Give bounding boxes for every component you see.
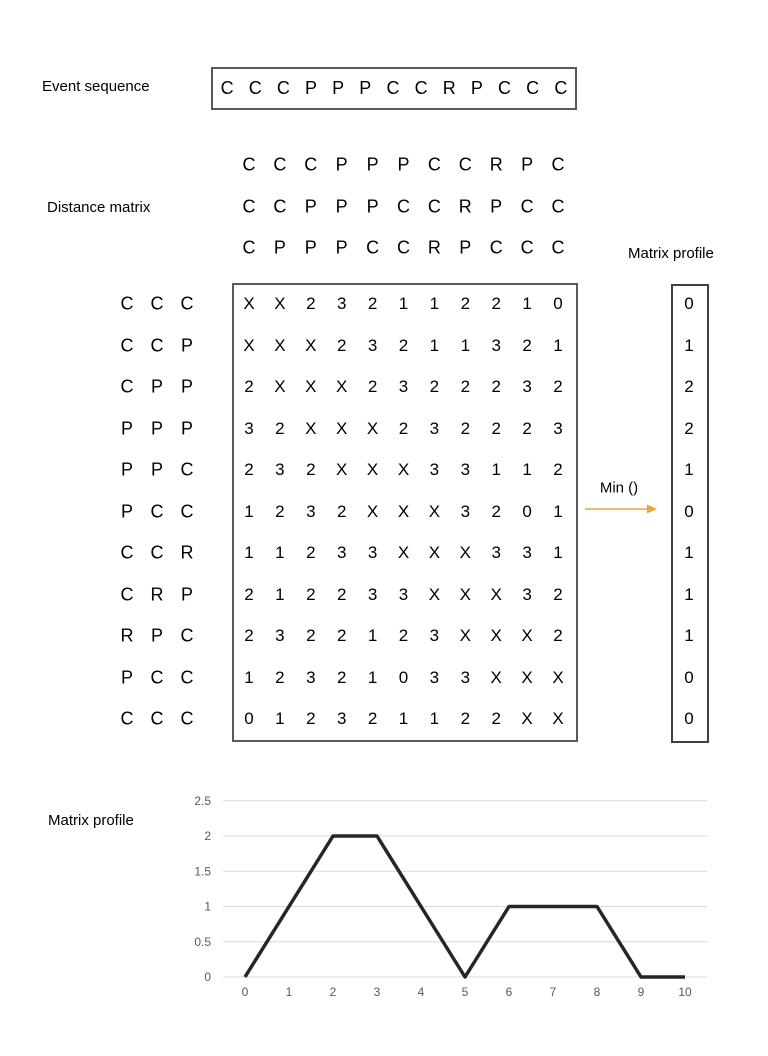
matrix-cell: 3 <box>522 377 532 396</box>
matrix-cell: X <box>305 418 317 438</box>
matrix-cell: 2 <box>460 294 471 313</box>
matrix-cell: 2 <box>460 377 471 396</box>
matrix-cell: 1 <box>429 294 440 313</box>
matrix-cell: X <box>459 584 471 604</box>
sequence-letter: C <box>248 78 262 98</box>
matrix-cell: 1 <box>553 335 563 355</box>
matrix-cell: 2 <box>244 626 254 645</box>
matrix-cell: 2 <box>491 377 501 396</box>
matrix-cell: 2 <box>336 667 347 687</box>
header-letter: P <box>335 196 348 217</box>
row-label-letter: P <box>180 335 194 355</box>
matrix-cell: 2 <box>336 501 347 521</box>
sequence-letter: R <box>442 78 456 98</box>
matrix-cell: 3 <box>398 377 409 396</box>
matrix-cell: 2 <box>553 460 563 479</box>
matrix-cell: 3 <box>244 418 254 438</box>
matrix-cell: X <box>397 543 410 562</box>
row-label-letter: C <box>150 667 164 687</box>
matrix-cell: 2 <box>306 460 316 479</box>
header-letter: P <box>459 237 472 258</box>
matrix-cell: 3 <box>336 709 347 728</box>
row-label-letter: C <box>180 667 194 687</box>
matrix-cell: 1 <box>429 335 440 355</box>
header-letter: R <box>489 154 503 175</box>
matrix-cell: 2 <box>275 418 285 438</box>
row-label-letter: C <box>120 293 134 314</box>
matrix-cell: 1 <box>275 584 285 604</box>
y-tick-label: 0 <box>204 970 211 984</box>
sequence-letter: C <box>554 78 568 98</box>
sequence-letter: P <box>359 78 372 98</box>
row-label-letter: P <box>150 459 164 480</box>
matrix-cell: 3 <box>306 667 316 687</box>
x-tick-label: 7 <box>549 985 557 999</box>
row-label-letter: C <box>150 501 164 521</box>
header-letter: C <box>242 237 256 258</box>
matrix-cell: 2 <box>367 709 378 728</box>
header-letter: C <box>273 154 287 175</box>
row-label-letter: P <box>180 584 194 604</box>
matrix-cell: X <box>552 667 564 687</box>
matrix-cell: X <box>490 626 502 645</box>
matrix-cell: 3 <box>367 335 378 355</box>
row-label-letter: C <box>150 708 164 729</box>
matrix-profile-value: 2 <box>684 377 694 396</box>
matrix-cell: 1 <box>522 294 532 313</box>
header-letter: P <box>366 196 379 217</box>
matrix-cell: 0 <box>522 501 532 521</box>
x-tick-label: 8 <box>593 985 601 999</box>
matrix-cell: X <box>521 709 533 728</box>
matrix-cell: X <box>243 294 255 313</box>
matrix-cell: 1 <box>398 294 409 313</box>
matrix-cell: 3 <box>522 584 532 604</box>
row-label-letter: C <box>150 542 164 563</box>
header-letter: C <box>520 237 534 258</box>
matrix-cell: 1 <box>367 667 378 687</box>
matrix-cell: 3 <box>429 418 440 438</box>
matrix-profile-value: 1 <box>684 626 694 645</box>
matrix-cell: 3 <box>336 294 347 313</box>
sequence-letter: C <box>526 78 540 98</box>
header-letter: P <box>304 196 317 217</box>
matrix-cell: X <box>336 377 348 396</box>
matrix-cell: 3 <box>460 501 471 521</box>
x-tick-label: 1 <box>285 985 293 999</box>
matrix-cell: 1 <box>275 543 285 562</box>
matrix-cell: 2 <box>553 626 563 645</box>
matrix-cell: 3 <box>398 584 409 604</box>
header-letter: P <box>521 154 534 175</box>
distance-matrix-label: Distance matrix <box>47 199 151 216</box>
x-tick-label: 2 <box>329 985 337 999</box>
matrix-cell: X <box>305 335 317 355</box>
matrix-cell: 0 <box>244 709 254 728</box>
matrix-cell: 1 <box>367 626 378 645</box>
matrix-cell: X <box>521 667 533 687</box>
header-letter: C <box>304 154 318 175</box>
header-letter: R <box>427 237 441 258</box>
matrix-cell: 2 <box>275 501 285 521</box>
header-letter: P <box>490 196 503 217</box>
header-letter: P <box>304 237 317 258</box>
matrix-cell: 2 <box>491 501 501 521</box>
sequence-letter: C <box>498 78 512 98</box>
header-letter: C <box>551 237 565 258</box>
matrix-cell: 2 <box>429 377 440 396</box>
matrix-cell: 3 <box>367 584 378 604</box>
chart-title: Matrix profile <box>48 812 134 829</box>
header-letter: C <box>458 154 472 175</box>
matrix-cell: X <box>366 460 379 479</box>
row-label-letter: C <box>120 376 134 397</box>
matrix-cell: 2 <box>244 377 254 396</box>
y-tick-label: 2 <box>204 829 211 843</box>
matrix-cell: 2 <box>336 584 347 604</box>
header-letter: C <box>273 196 287 217</box>
matrix-cell: 2 <box>398 418 409 438</box>
header-letter: C <box>427 196 441 217</box>
matrix-cell: 2 <box>398 626 409 645</box>
header-letter: C <box>551 154 565 175</box>
matrix-cell: 1 <box>275 709 285 728</box>
x-tick-label: 4 <box>417 985 425 999</box>
matrix-cell: 2 <box>306 709 316 728</box>
row-label-letter: C <box>120 335 134 355</box>
matrix-profile-value: 1 <box>684 460 694 479</box>
matrix-cell: 1 <box>522 460 532 479</box>
row-label-letter: R <box>120 625 134 646</box>
matrix-cell: 3 <box>522 543 532 562</box>
y-tick-label: 1 <box>204 899 211 914</box>
matrix-cell: 1 <box>460 335 471 355</box>
y-tick-label: 1.5 <box>194 864 211 879</box>
matrix-cell: 1 <box>491 460 501 479</box>
matrix-cell: 3 <box>429 667 440 687</box>
header-letter: P <box>273 237 286 258</box>
header-letter: C <box>397 196 410 217</box>
sequence-letter: C <box>386 78 400 98</box>
matrix-cell: X <box>366 501 379 521</box>
matrix-cell: 2 <box>306 294 316 313</box>
matrix-cell: 0 <box>398 667 409 687</box>
matrix-cell: 2 <box>522 335 532 355</box>
matrix-cell: 1 <box>244 667 254 687</box>
matrix-profile-value: 2 <box>684 418 694 438</box>
matrix-cell: 3 <box>275 460 285 479</box>
matrix-cell: 2 <box>244 584 254 604</box>
row-label-letter: P <box>120 459 134 480</box>
matrix-profile-value: 1 <box>684 543 694 562</box>
matrix-cell: X <box>274 335 286 355</box>
row-label-letter: P <box>150 625 164 646</box>
x-tick-label: 3 <box>373 985 381 999</box>
matrix-profile-value: 0 <box>684 667 694 687</box>
row-label-letter: C <box>180 293 194 314</box>
matrix-profile-value: 1 <box>684 335 694 355</box>
sequence-letter: C <box>220 78 234 98</box>
header-letter: P <box>335 237 348 258</box>
matrix-cell: X <box>274 377 286 396</box>
matrix-cell: 1 <box>429 709 440 728</box>
x-tick-label: 5 <box>461 985 469 999</box>
matrix-cell: 2 <box>336 626 347 645</box>
row-label-letter: C <box>180 501 194 521</box>
matrix-cell: X <box>428 584 441 604</box>
sequence-letter: C <box>414 78 428 98</box>
row-label-letter: P <box>150 418 164 438</box>
row-label-letter: R <box>150 584 164 604</box>
matrix-cell: X <box>490 584 502 604</box>
sequence-letter: P <box>304 78 317 98</box>
matrix-cell: 3 <box>367 543 378 562</box>
matrix-cell: 2 <box>460 709 471 728</box>
matrix-cell: 3 <box>336 543 347 562</box>
matrix-profile-value: 0 <box>684 501 694 521</box>
row-label-letter: C <box>150 293 164 314</box>
header-letter: C <box>520 196 534 217</box>
row-label-letter: P <box>120 667 134 687</box>
matrix-cell: 1 <box>244 501 254 521</box>
row-label-letter: C <box>150 335 164 355</box>
matrix-cell: 1 <box>553 501 563 521</box>
matrix-cell: 2 <box>306 584 316 604</box>
matrix-cell: X <box>459 543 471 562</box>
header-letter: C <box>366 237 380 258</box>
matrix-cell: 3 <box>429 626 440 645</box>
row-label-letter: C <box>120 584 134 604</box>
matrix-profile-value: 0 <box>684 709 694 728</box>
matrix-cell: 2 <box>367 294 378 313</box>
matrix-cell: X <box>336 460 348 479</box>
matrix-cell: 3 <box>275 626 285 645</box>
sequence-letter: P <box>332 78 345 98</box>
matrix-cell: X <box>521 626 533 645</box>
matrix-profile-value: 0 <box>684 294 694 313</box>
matrix-cell: 2 <box>460 418 471 438</box>
header-letter: C <box>489 237 503 258</box>
row-label-letter: P <box>120 418 134 438</box>
matrix-cell: 2 <box>367 377 378 396</box>
matrix-cell: 3 <box>491 335 501 355</box>
row-label-letter: R <box>180 542 194 563</box>
matrix-cell: 3 <box>491 543 501 562</box>
matrix-cell: 3 <box>460 460 471 479</box>
matrix-cell: 2 <box>306 626 316 645</box>
x-tick-label: 0 <box>241 985 249 999</box>
matrix-cell: X <box>243 335 255 355</box>
y-tick-label: 2.5 <box>194 793 211 808</box>
matrix-cell: 2 <box>491 294 501 313</box>
matrix-cell: 2 <box>553 584 563 604</box>
matrix-cell: 3 <box>429 460 440 479</box>
matrix-cell: 3 <box>553 418 563 438</box>
matrix-cell: 3 <box>306 501 316 521</box>
header-letter: C <box>551 196 565 217</box>
row-label-letter: C <box>180 625 194 646</box>
matrix-cell: 2 <box>336 335 347 355</box>
header-letter: C <box>397 237 410 258</box>
row-label-letter: P <box>120 501 134 521</box>
event-sequence-label: Event sequence <box>42 78 150 95</box>
matrix-cell: X <box>336 418 348 438</box>
header-letter: C <box>242 154 256 175</box>
min-arrow-icon <box>585 505 657 514</box>
matrix-cell: 3 <box>460 667 471 687</box>
matrix-cell: X <box>428 543 441 562</box>
matrix-cell: 2 <box>275 667 285 687</box>
header-letter: P <box>397 154 410 175</box>
matrix-cell: 2 <box>306 543 316 562</box>
row-label-letter: C <box>180 459 194 480</box>
min-function-label: Min () <box>599 479 639 497</box>
row-label-letter: C <box>120 542 134 563</box>
matrix-cell: X <box>305 377 317 396</box>
matrix-cell: 2 <box>244 460 254 479</box>
matrix-cell: X <box>459 626 471 645</box>
matrix-cell: 0 <box>553 294 563 313</box>
row-label-letter: P <box>180 418 194 438</box>
matrix-cell: 1 <box>553 543 563 562</box>
header-letter: R <box>458 196 472 217</box>
row-label-letter: C <box>180 708 194 729</box>
header-letter: C <box>427 154 441 175</box>
header-letter: C <box>242 196 256 217</box>
x-tick-label: 9 <box>637 985 645 999</box>
matrix-cell: 1 <box>398 709 409 728</box>
header-letter: P <box>366 154 379 175</box>
matrix-cell: 2 <box>398 335 409 355</box>
header-letter: P <box>335 154 348 175</box>
y-tick-label: 0.5 <box>194 934 211 949</box>
matrix-cell: 2 <box>553 377 563 396</box>
matrix-cell: X <box>397 501 410 521</box>
matrix-cell: X <box>397 460 410 479</box>
row-label-letter: P <box>180 376 194 397</box>
sequence-letter: C <box>276 78 290 98</box>
matrix-cell: X <box>490 667 502 687</box>
matrix-cell: X <box>366 418 379 438</box>
x-tick-label: 10 <box>678 985 692 999</box>
matrix-cell: 2 <box>491 709 501 728</box>
sequence-letter: P <box>470 78 483 98</box>
row-label-letter: C <box>120 708 134 729</box>
matrix-profile-value: 1 <box>684 584 694 604</box>
matrix-cell: X <box>274 294 286 313</box>
x-tick-label: 6 <box>505 985 513 999</box>
matrix-cell: 2 <box>491 418 501 438</box>
matrix-cell: 2 <box>522 418 532 438</box>
row-label-letter: P <box>150 376 164 397</box>
matrix-cell: X <box>428 501 441 521</box>
matrix-profile-column-label: Matrix profile <box>628 245 714 262</box>
matrix-cell: X <box>552 709 564 728</box>
matrix-cell: 1 <box>244 543 254 562</box>
